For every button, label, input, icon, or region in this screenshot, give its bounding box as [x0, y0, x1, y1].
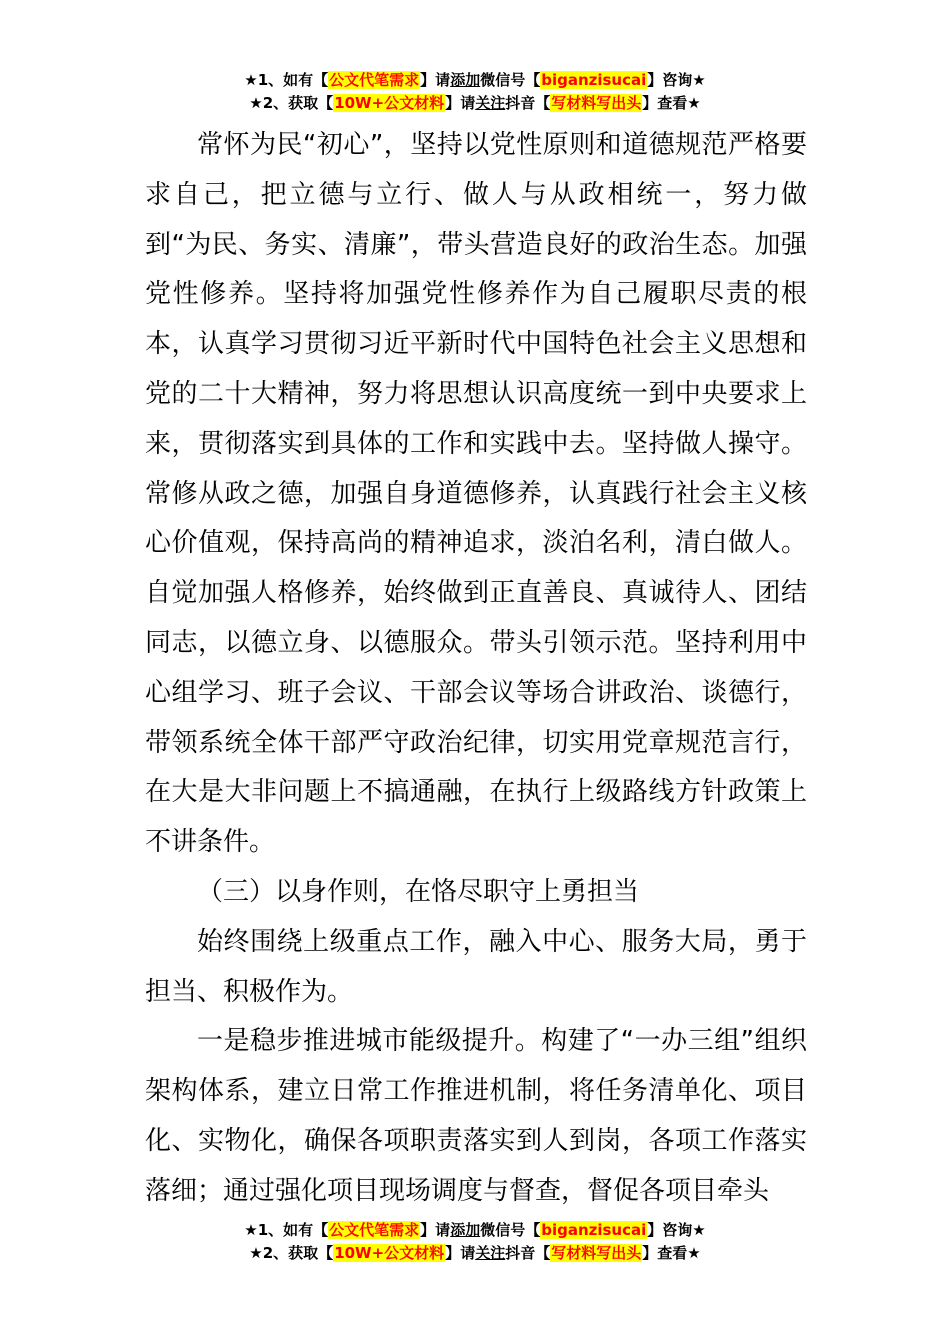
- promo-line-1: ★1、如有【公文代笔需求】请添加微信号【biganzisucai】咨询★: [244, 71, 706, 89]
- paragraph-city-upgrade: 一是稳步推进城市能级提升。构建了“一办三组”组织架构体系，建立日常工作推进机制，将任务清单化、项目化、实物化，确保各项职责落实到人到岗，各项工作落实落细；通过强化项目现场调度与督查，督促各项目牵头: [145, 1026, 807, 1206]
- bottom-promo-banner: [0, 1219, 950, 1265]
- paragraph-integrity: 常怀为民“初心”，坚持以党性原则和道德规范严格要求自己，把立德与立行、做人与从政相统一，努力做到“为民、务实、清廉”，带头营造良好的政治生态。加强党性修养。坚持将加强党性修养作为自己履职尽责的根本，认真学习贯彻习近平新时代中国特色社会主义思想和党的二十大精神，努力将思想认识高度统一到中央要求上来，贯彻落实到具体的工作和实践中去。坚持做人操守。常修从政之德，加强自身道德修养，认真践行社会主义核心价值观，保持高尚的精神追求，淡泊名利，清白做人。自觉加强人格修养，始终做到正直善良、真诚待人、团结同志，以德立身、以德服众。带头引领示范。坚持利用中心组学习、班子会议、干部会议等场合讲政治、谈德行，带领系统全体干部严守政治纪律，切实用党章规范言行，在大是大非问题上不搞通融，在执行上级路线方针政策上不讲条件。: [145, 130, 807, 858]
- section-heading-three: （三）以身作则，在恪尽职守上勇担当: [197, 876, 640, 907]
- highlight-materials: 10W+公文材料: [334, 94, 445, 112]
- promo-line-1: ★1、如有【公文代笔需求】请添加微信号【biganzisucai】咨询★: [244, 1221, 706, 1239]
- highlight-wechat-id: biganzisucai: [541, 1221, 647, 1239]
- highlight-writing-service: 公文代笔需求: [329, 1221, 420, 1239]
- highlight-douyin-account: 写材料写出头: [551, 94, 642, 112]
- top-promo-banner: [0, 69, 950, 115]
- document-body: [145, 121, 807, 1217]
- paragraph-intro: 始终围绕上级重点工作，融入中心、服务大局，勇于担当、积极作为。: [145, 926, 807, 1007]
- highlight-douyin-account: 写材料写出头: [551, 1244, 642, 1262]
- highlight-wechat-id: biganzisucai: [541, 71, 647, 89]
- promo-line-2: ★2、获取【10W+公文材料】请关注抖音【写材料写出头】查看★: [249, 1244, 701, 1262]
- highlight-materials: 10W+公文材料: [334, 1244, 445, 1262]
- promo-line-2: ★2、获取【10W+公文材料】请关注抖音【写材料写出头】查看★: [249, 94, 701, 112]
- highlight-writing-service: 公文代笔需求: [329, 71, 420, 89]
